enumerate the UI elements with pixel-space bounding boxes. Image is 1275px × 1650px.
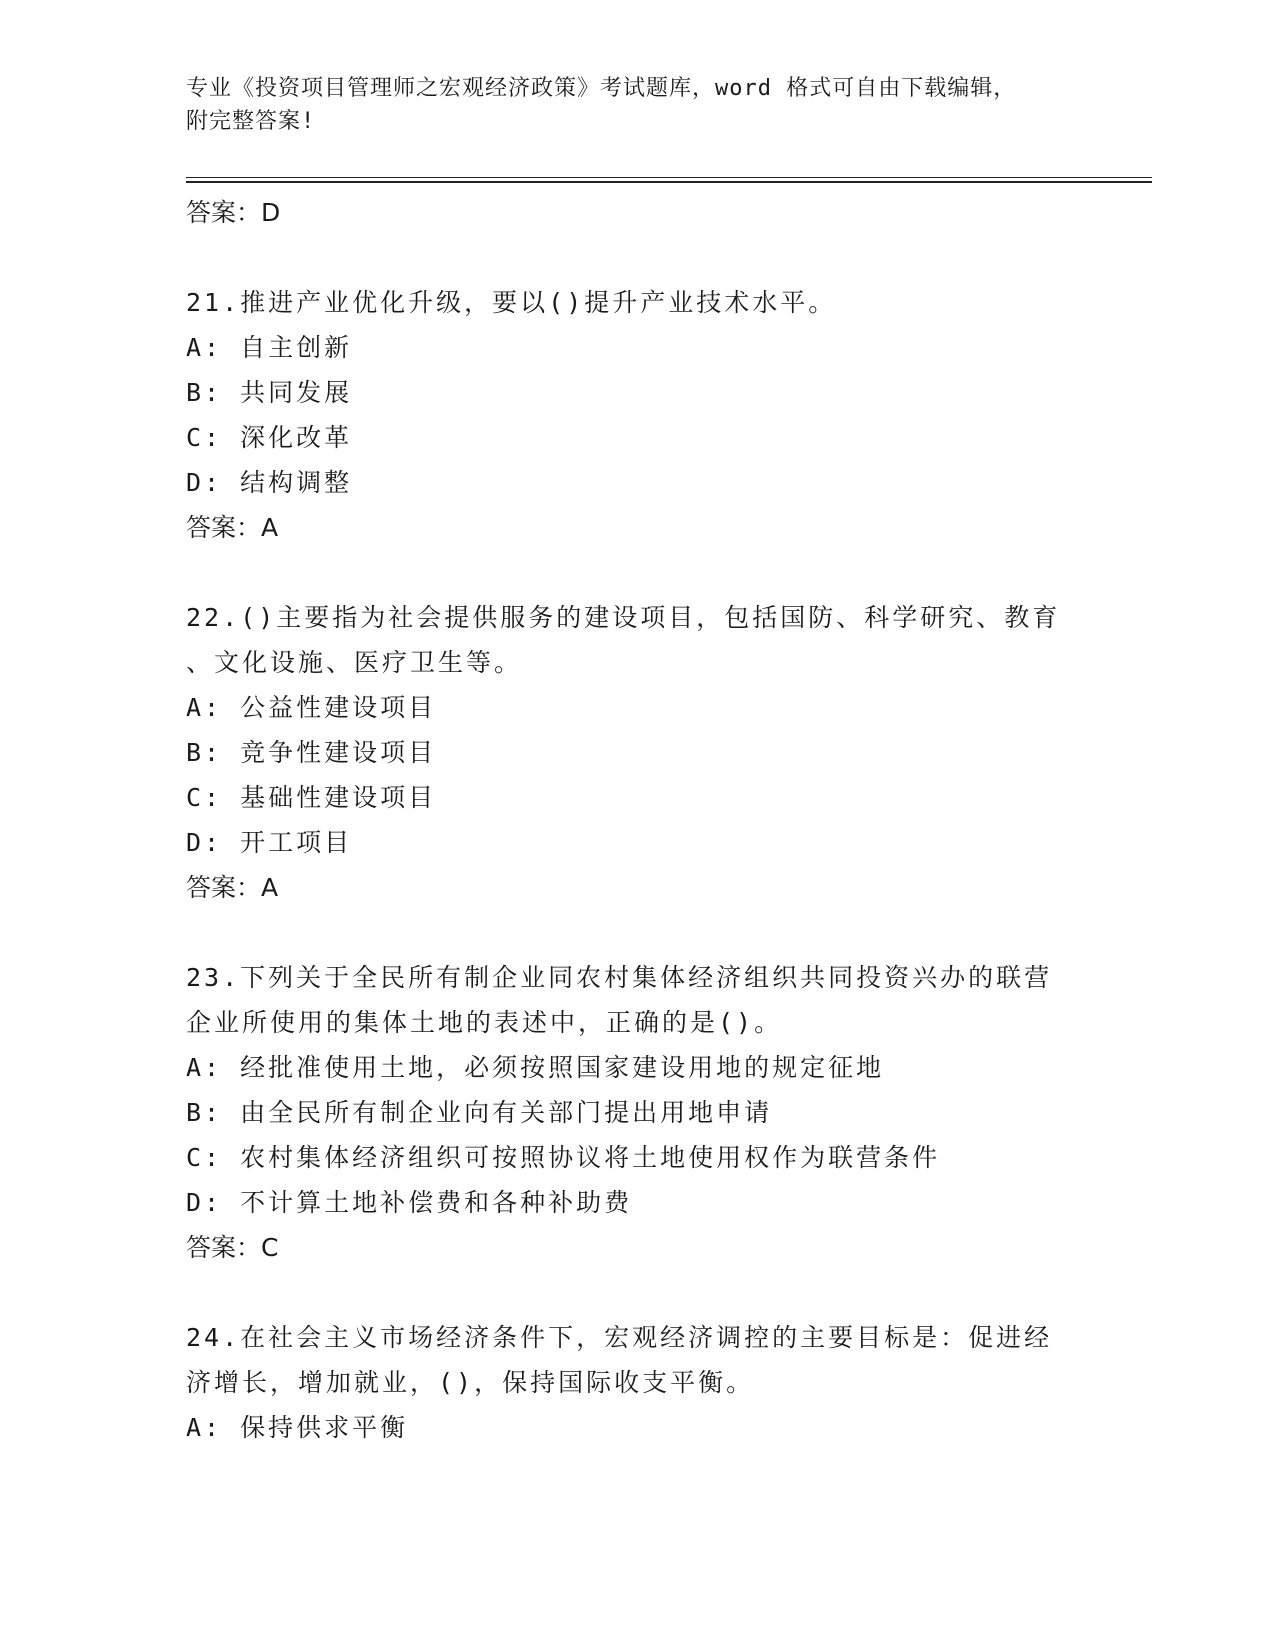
- question-list: [186, 190, 1086, 1450]
- stem-line: 企业所使用的集体土地的表述中，正确的是()。: [186, 1008, 783, 1037]
- stem-line: 24.在社会主义市场经济条件下，宏观经济调控的主要目标是：促进经: [186, 1323, 1053, 1352]
- option-a: A: 自主创新: [186, 333, 353, 362]
- answer-line: 答案：A: [186, 513, 279, 542]
- question-22: [186, 595, 1086, 911]
- option-c: C: 深化改革: [186, 423, 353, 452]
- stem-line: 济增长，增加就业，()，保持国际收支平衡。: [186, 1368, 755, 1397]
- option-b: B: 竞争性建设项目: [186, 738, 437, 767]
- header-divider-thin: [186, 177, 1152, 178]
- question-stem: [186, 1315, 1086, 1405]
- question-stem: [186, 595, 1086, 685]
- option-c: C: 基础性建设项目: [186, 783, 437, 812]
- question-23: [186, 955, 1086, 1271]
- option-c: C: 农村集体经济组织可按照协议将土地使用权作为联营条件: [186, 1143, 941, 1172]
- option-d: D: 开工项目: [186, 828, 353, 857]
- option-b: B: 由全民所有制企业向有关部门提出用地申请: [186, 1098, 773, 1127]
- option-a: A: 经批准使用土地，必须按照国家建设用地的规定征地: [186, 1053, 885, 1082]
- option-a: A: 保持供求平衡: [186, 1413, 409, 1442]
- question-stem: [186, 280, 1086, 325]
- header-divider-thick: [186, 181, 1152, 183]
- question-24: [186, 1315, 1086, 1450]
- option-a: A: 公益性建设项目: [186, 693, 437, 722]
- question-stem: [186, 955, 1086, 1045]
- answer-line: 答案：A: [186, 873, 279, 902]
- document-header: [186, 72, 1066, 138]
- answer-line: 答案：D: [186, 198, 281, 227]
- option-b: B: 共同发展: [186, 378, 353, 407]
- header-line-2: 附完整答案!: [186, 109, 316, 134]
- stem-line: 22.()主要指为社会提供服务的建设项目，包括国防、科学研究、教育: [186, 603, 1061, 632]
- header-line-1: 专业《投资项目管理师之宏观经济政策》考试题库，word 格式可自由下载编辑，: [186, 76, 1017, 101]
- option-d: D: 结构调整: [186, 468, 353, 497]
- option-d: D: 不计算土地补偿费和各种补助费: [186, 1188, 633, 1217]
- stem-line: 23.下列关于全民所有制企业同农村集体经济组织共同投资兴办的联营: [186, 963, 1053, 992]
- answer-line: 答案：C: [186, 1233, 279, 1262]
- question-21: [186, 280, 1086, 551]
- stem-line: 21.推进产业优化升级，要以()提升产业技术水平。: [186, 288, 837, 317]
- stem-line: 、文化设施、医疗卫生等。: [186, 648, 523, 677]
